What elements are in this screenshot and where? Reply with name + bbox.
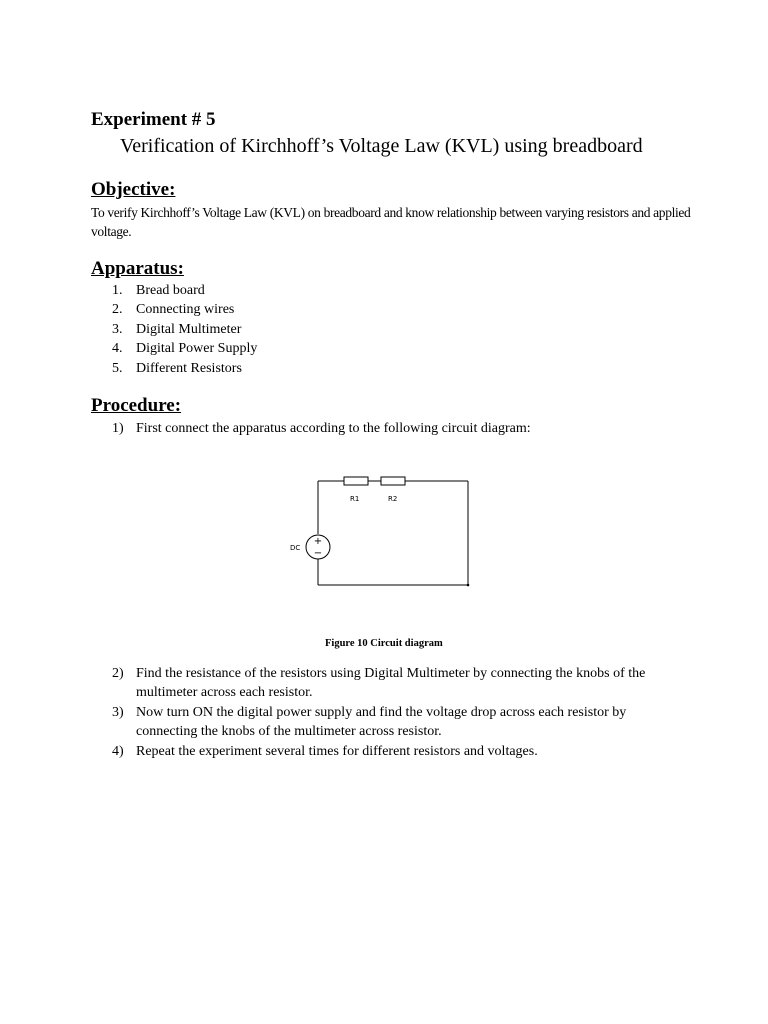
resistor-r2 [381,477,405,485]
list-number: 4. [112,341,123,357]
list-item [112,320,257,339]
step-number: 3) [112,704,124,720]
list-text: Digital Power Supply [136,341,258,357]
procedure-heading: Procedure: [91,395,182,416]
minus-sign: − [313,548,323,559]
figure-caption: Figure 10 Circuit diagram [325,638,443,649]
step-text: First connect the apparatus according to the following circuit diagram: [136,421,531,436]
objective-heading: Objective: [91,179,176,200]
procedure-step [112,419,531,438]
list-text: Digital Multimeter [136,321,242,337]
procedure-step [112,703,681,742]
list-number: 2. [112,302,123,318]
experiment-title: Experiment # 5 [91,109,216,130]
list-item [112,359,257,378]
list-item [112,281,257,300]
list-text: Different Resistors [136,360,242,376]
procedure-list-continued [112,664,681,761]
list-number: 5. [112,360,123,376]
apparatus-list [112,281,257,378]
r1-label: R1 [350,495,360,503]
r2-label: R2 [388,495,398,503]
step-text: Now turn ON the digital power supply and find the voltage drop across each resistor by connecting the knobs of the multimeter across resistor. [136,704,627,740]
step-number: 2) [112,666,124,681]
list-text: Bread board [136,283,205,298]
circuit-diagram [280,462,490,597]
list-item [112,339,257,358]
step-number: 4) [112,743,124,759]
step-number: 1) [112,421,124,436]
apparatus-heading: Apparatus: [91,258,184,279]
procedure-step [112,742,681,761]
list-number: 1. [112,283,123,298]
list-number: 3. [112,321,123,337]
plus-sign: + [313,536,323,547]
step-text: Repeat the experiment several times for different resistors and voltages. [136,743,538,759]
objective-text: To verify Kirchhoff’s Voltage Law (KVL) on breadboard and know relationship between varying resistors and applied voltage. [91,205,691,239]
circuit-node [467,584,470,587]
dc-label: DC [290,544,301,552]
list-text: Connecting wires [136,302,235,318]
step-text: Find the resistance of the resistors using Digital Multimeter by connecting the knobs of the multimeter across each resistor. [136,666,646,701]
procedure-step [112,664,681,703]
list-item [112,300,257,319]
experiment-subtitle: Verification of Kirchhoff’s Voltage Law (KVL) using breadboard [120,135,643,157]
procedure-list [112,419,531,438]
